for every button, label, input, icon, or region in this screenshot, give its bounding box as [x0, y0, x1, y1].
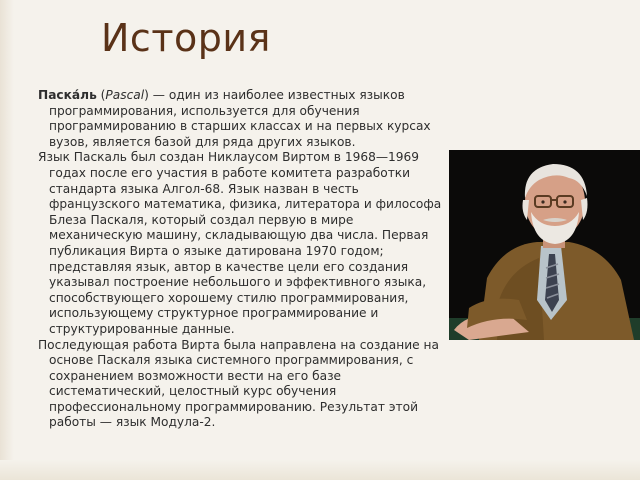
intro-text: ) — один из наиболее известных языков программирования, используется для обучения программированию в старших классах и на первых курсах вузов, является базой для ряда других языков. — [49, 88, 431, 149]
term-pascal-latin: Pascal — [105, 88, 145, 102]
paren-open: ( — [96, 88, 106, 102]
slide-body — [38, 88, 442, 431]
portrait-photo — [449, 150, 640, 340]
paragraph-modula: Последующая работа Вирта была направлена на создание на основе Паскаля языка системного программирования, с сохранением возможности вести на его базе систематический, целостный курс обучения профессиональному программированию. Результат этой работы — язык Модула-2. — [38, 337, 439, 430]
paragraph-intro — [38, 88, 442, 150]
term-pascal: Паска́ль — [38, 88, 97, 102]
slide-title: История — [101, 16, 271, 60]
paragraph-history: Язык Паскаль был создан Никлаусом Виртом в 1968—1969 годах после его участия в работе комитета разработки стандарта языка Алгол-68. Язык назван в честь французского математика, физика, литератора и философа Блеза Паскаля, который создал первую в мире механическую машину, складывающую два числа. Первая публикация Вирта о языке датирована 1970 годом; представляя язык, автор в качестве цели его создания указывал построение небольшого и эффективного языка, способствующего хорошему стилю программирования, использующему структурное программирование и структурированные данные. — [38, 150, 442, 336]
portrait-image — [449, 150, 640, 340]
slide-left-decoration — [0, 0, 14, 480]
slide-bottom-decoration — [0, 460, 640, 480]
